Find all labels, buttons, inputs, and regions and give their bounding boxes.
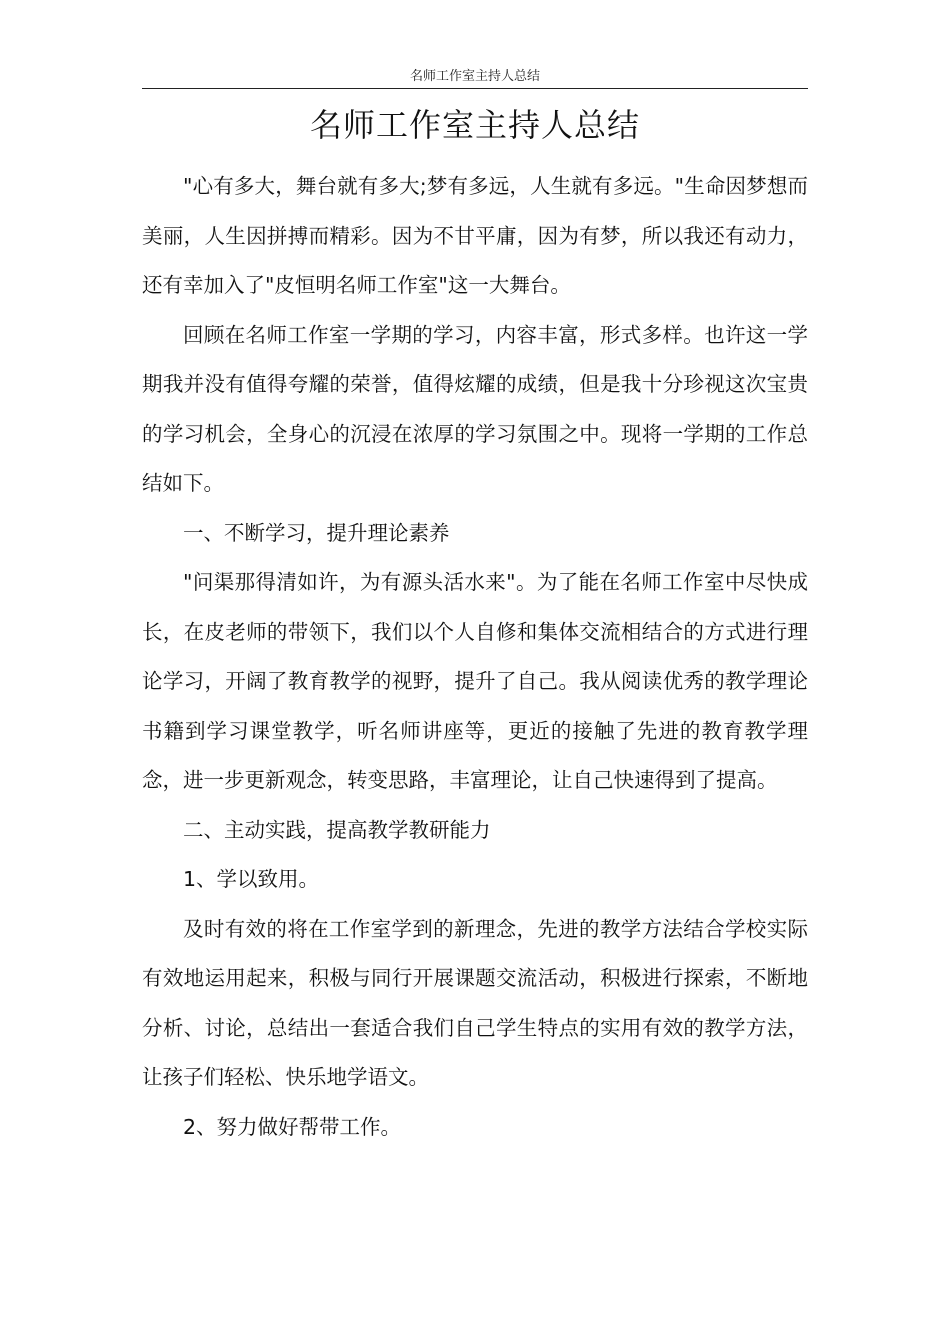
document-body: [142, 162, 808, 1152]
paragraph-intro: "心有多大，舞台就有多大;梦有多远，人生就有多远。"生命因梦想而美丽，人生因拼搏而精彩。因为不甘平庸，因为有梦，所以我还有动力，还有幸加入了"皮恒明名师工作室"这一大舞台。: [142, 174, 808, 297]
paragraph-study: "问渠那得清如许，为有源头活水来"。为了能在名师工作室中尽快成长，在皮老师的带领下，我们以个人自修和集体交流相结合的方式进行理论学习，开阔了教育教学的视野，提升了自己。我从阅读优秀的教学理论书籍到学习课堂教学，听名师讲座等，更近的接触了先进的教育教学理念，进一步更新观念，转变思路，丰富理论，让自己快速得到了提高。: [142, 570, 808, 792]
section-heading-1: 一、不断学习，提升理论素养: [183, 520, 450, 545]
subheading-2: 2、努力做好帮带工作。: [183, 1114, 402, 1139]
subheading-1: 1、学以致用。: [183, 867, 320, 891]
paragraph-review: 回顾在名师工作室一学期的学习，内容丰富，形式多样。也许这一学期我并没有值得夸耀的荣誉，值得炫耀的成绩，但是我十分珍视这次宝贵的学习机会，全身心的沉浸在浓厚的学习氛围之中。现将一学期的工作总结如下。: [142, 322, 808, 495]
header-divider: [142, 88, 808, 89]
paragraph-practice: 及时有效的将在工作室学到的新理念，先进的教学方法结合学校实际有效地运用起来，积极与同行开展课题交流活动，积极进行探索，不断地分析、讨论，总结出一套适合我们自己学生特点的实用有效的教学方法，让孩子们轻松、快乐地学语文。: [142, 916, 808, 1089]
section-heading-2: 二、主动实践，提高教学教研能力: [183, 817, 491, 842]
document-title: 名师工作室主持人总结: [309, 106, 640, 144]
running-header: 名师工作室主持人总结: [409, 69, 540, 84]
